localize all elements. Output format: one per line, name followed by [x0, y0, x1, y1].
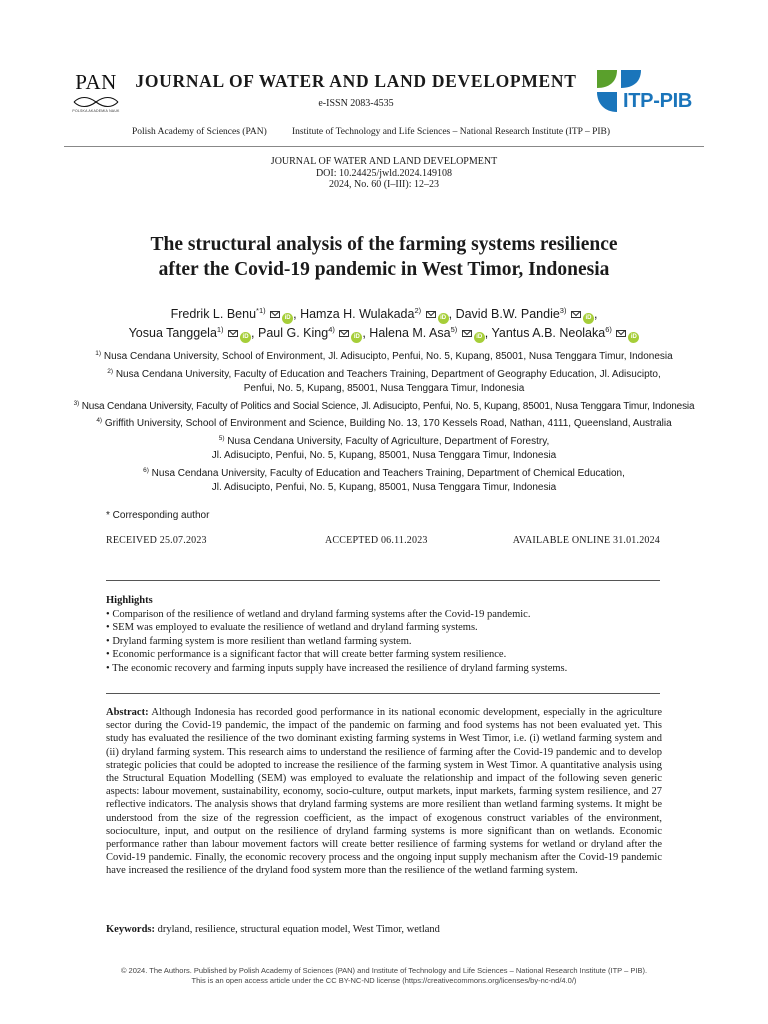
- highlight-item: • Economic performance is a significant factor that will create better farming system resilience.: [106, 648, 666, 662]
- paper-title-line2: after the Covid-19 pandemic in West Timor, Indonesia: [158, 259, 610, 280]
- author-line2: Yosua Tanggela$^{1)}$ iD , Paul G. King$^{4)}$ iD , Halena M. Asa$^{5)}$ iD , Yantus A.B. Neolaka$^{6)}$ iD: [74, 324, 694, 343]
- orcid-icon[interactable]: iD: [474, 332, 485, 343]
- affiliation-text: Griffith University, School of Environment and Science, Building No. 13, 170 Kessels Road, Nathan, 4111, Queensland, Australia: [104, 418, 672, 429]
- author-sup: 6): [605, 325, 612, 334]
- affiliation-text: Nusa Cendana University, Faculty of Education and Teachers Training, Department of Chemical Education,: [151, 467, 625, 479]
- affiliation-text: Jl. Adisucipto, Penfui, No. 5, Kupang, 85001, Nusa Tenggara Timur, Indonesia: [211, 482, 557, 493]
- orcid-icon[interactable]: iD: [628, 332, 639, 343]
- affiliations: [64, 350, 704, 496]
- received-date: RECEIVED 25.07.2023: [106, 535, 207, 546]
- journal-name: JOURNAL OF WATER AND LAND DEVELOPMENT: [270, 156, 498, 167]
- affiliation-4: [64, 417, 704, 432]
- highlight-item: • Comparison of the resilience of wetland and dryland farming systems after the Covid-19 pandemic.: [106, 608, 666, 622]
- orcid-icon[interactable]: iD: [438, 313, 449, 324]
- author-sup: 5): [450, 325, 458, 334]
- pan-logo-text: PAN: [75, 70, 117, 94]
- orcid-icon[interactable]: iD: [282, 313, 293, 324]
- journal-info: [64, 156, 704, 191]
- author-list: [74, 305, 694, 343]
- author-name[interactable]: David B.W. Pandie: [455, 307, 560, 321]
- eissn: e-ISSN 2083-4535: [318, 98, 394, 109]
- itp-affiliation: Institute of Technology and Life Sciences – National Research Institute (ITP – PIB): [292, 127, 611, 137]
- affiliation-sup: 4): [96, 417, 103, 424]
- affiliation-2: [64, 368, 704, 397]
- highlight-item: • SEM was employed to evaluate the resilience of wetland and dryland farming systems.: [106, 621, 666, 635]
- highlights-top-divider: [106, 580, 660, 581]
- affiliation-5: [64, 435, 704, 464]
- available-online-date: AVAILABLE ONLINE 31.01.2024: [512, 535, 660, 546]
- pan-logo-subtext: POLSKA AKADEMIA NAUK: [72, 109, 120, 113]
- affiliation-text: Nusa Cendana University, Faculty of Agriculture, Department of Forestry,: [227, 435, 550, 447]
- author-sup: *1): [256, 306, 266, 315]
- itp-pib-logo: [593, 68, 703, 118]
- author-name[interactable]: Fredrik L. Benu: [170, 307, 257, 321]
- journal-title: JOURNAL OF WATER AND LAND DEVELOPMENT: [135, 71, 577, 91]
- accepted-date: ACCEPTED 06.11.2023: [325, 535, 428, 546]
- email-icon[interactable]: [426, 311, 436, 318]
- issue-info: 2024, No. 60 (I–III): 12–23: [329, 179, 439, 190]
- email-icon[interactable]: [462, 330, 472, 337]
- author-name[interactable]: Hamza H. Wulakada: [300, 307, 415, 321]
- affiliation-sup: 6): [143, 466, 149, 474]
- highlight-item: • Dryland farming system is more resilient than wetland farming system.: [106, 635, 666, 649]
- author-name[interactable]: Halena M. Asa: [369, 326, 451, 340]
- author-name[interactable]: Yantus A.B. Neolaka: [491, 326, 606, 340]
- author-sup: 1): [216, 325, 224, 334]
- keywords: [106, 924, 662, 935]
- author-sup: 4): [328, 325, 335, 334]
- email-icon[interactable]: [228, 330, 238, 337]
- affiliation-text: Jl. Adisucipto, Penfui, No. 5, Kupang, 85001, Nusa Tenggara Timur, Indonesia: [211, 450, 557, 461]
- author-line1: Fredrik L. Benu$^{*1)}$ iD , Hamza H. Wulakada$^{2)}$ iD , David B.W. Pandie$^{3)}$ iD ,: [74, 305, 694, 324]
- author-sup: 2): [414, 306, 422, 315]
- corresponding-author-note: * Corresponding author: [106, 510, 210, 521]
- pan-logo: [66, 72, 126, 118]
- doi-link[interactable]: DOI: 10.24425/jwld.2024.149108: [315, 167, 453, 179]
- abstract-text: Although Indonesia has recorded good performance in its national economic development, especially in the agriculture sector during the Covid-19 pandemic, the impact of the pandemic on farming and food systems has not been evaluated yet. This study has evaluated the resilience of the two dominant existing farming systems in West Timor, i.e. (i) wetland farming system and (ii) dryland farming system. This research aims to understand the resilience of farming after the Covid-19 pandemic and to develop strategic policies that could be adopted to increase the resilience of the farming system in West Timor. A quantitative analysis using the Structural Equation Modelling (SEM) was employed to evaluate the relationship and impact of the following seven generic aspects: labour movement, sustainability, economy, socio-culture, output markets, input markets, farming system resilience, and 27 reflective indicators. The analysis shows that dryland farming systems are more resilient than wetland farming systems. It might be understood from the size of the regression coefficient, as the impact of exogenous construct variables of the environment, socioculture, input, and output on the resilience of dryland farming systems is more significant than on wetlands. Economic performance rather than labour movement factors will create better resilience of farming systems for wetland or dryland after the Covid-19 pandemic. Finally, the economic recovery process and the ongoing input supply mechanism after the Covid-19 pandemic have increased the resilience of the dryland food system more than the resilience of the wetland farming system.: [106, 707, 663, 877]
- copyright-line: © 2024. The Authors. Published by Polish Academy of Sciences (PAN) and Institute of Technology and Life Sciences – National Research Institute (ITP – PIB).: [120, 966, 648, 975]
- affiliation-text: Nusa Cendana University, Faculty of Education and Teachers Training, Department of Geography Education, Jl. Adisucipto,: [115, 368, 661, 380]
- affiliation-text: Penfui, No. 5, Kupang, 85001, Nusa Tenggara Timur, Indonesia: [243, 383, 525, 394]
- author-sup: 3): [559, 306, 567, 315]
- orcid-icon[interactable]: iD: [583, 313, 594, 324]
- header-divider: [64, 146, 704, 147]
- itp-pib-logo-text: ITP-PIB: [623, 90, 693, 112]
- email-icon[interactable]: [270, 311, 280, 318]
- email-icon[interactable]: [339, 330, 349, 337]
- abstract-label: Abstract:: [106, 707, 149, 718]
- affiliation-6: [64, 467, 704, 496]
- affiliation-text: Nusa Cendana University, School of Environment, Jl. Adisucipto, Penfui, No. 5, Kupang, 85001, Nusa Tenggara Timur, Indonesia: [103, 351, 673, 362]
- abstract: [106, 706, 662, 878]
- author-name[interactable]: Yosua Tanggela: [128, 326, 217, 340]
- paper-title: [74, 232, 694, 282]
- highlights-list: [106, 608, 666, 676]
- affiliation-sup: 3): [73, 399, 80, 407]
- affiliation-sup: 1): [95, 350, 102, 357]
- orcid-icon[interactable]: iD: [351, 332, 362, 343]
- email-icon[interactable]: [616, 330, 626, 337]
- orcid-icon[interactable]: iD: [240, 332, 251, 343]
- affiliation-1: [64, 350, 704, 365]
- pan-affiliation: Polish Academy of Sciences (PAN): [132, 127, 267, 137]
- highlights-box: [106, 594, 666, 675]
- affiliation-3: [64, 400, 704, 415]
- copyright-footer: [64, 966, 704, 986]
- highlight-item: • The economic recovery and farming inputs supply have increased the resilience of dryland farming systems.: [106, 662, 666, 676]
- paper-title-line1: The structural analysis of the farming systems resilience: [150, 234, 618, 255]
- affiliation-sup: 5): [218, 434, 225, 442]
- license-link[interactable]: This is an open access article under the CC BY-NC-ND license (https://creativecommons.org/licenses/by-nc-nd/4.0/): [191, 976, 577, 985]
- highlights-bottom-divider: [106, 693, 660, 694]
- highlights-title: Highlights: [106, 595, 153, 606]
- keywords-text: dryland, resilience, structural equation model, West Timor, wetland: [157, 924, 440, 935]
- author-name[interactable]: Paul G. King: [258, 326, 329, 340]
- affiliation-sup: 2): [107, 367, 114, 375]
- email-icon[interactable]: [571, 311, 581, 318]
- affiliation-text: Nusa Cendana University, Faculty of Politics and Social Science, Jl. Adisucipto, Penfui, No. 5, Kupang, 85001, Nusa Tenggara Timur, Indonesia: [81, 400, 695, 412]
- keywords-label: Keywords:: [106, 924, 155, 935]
